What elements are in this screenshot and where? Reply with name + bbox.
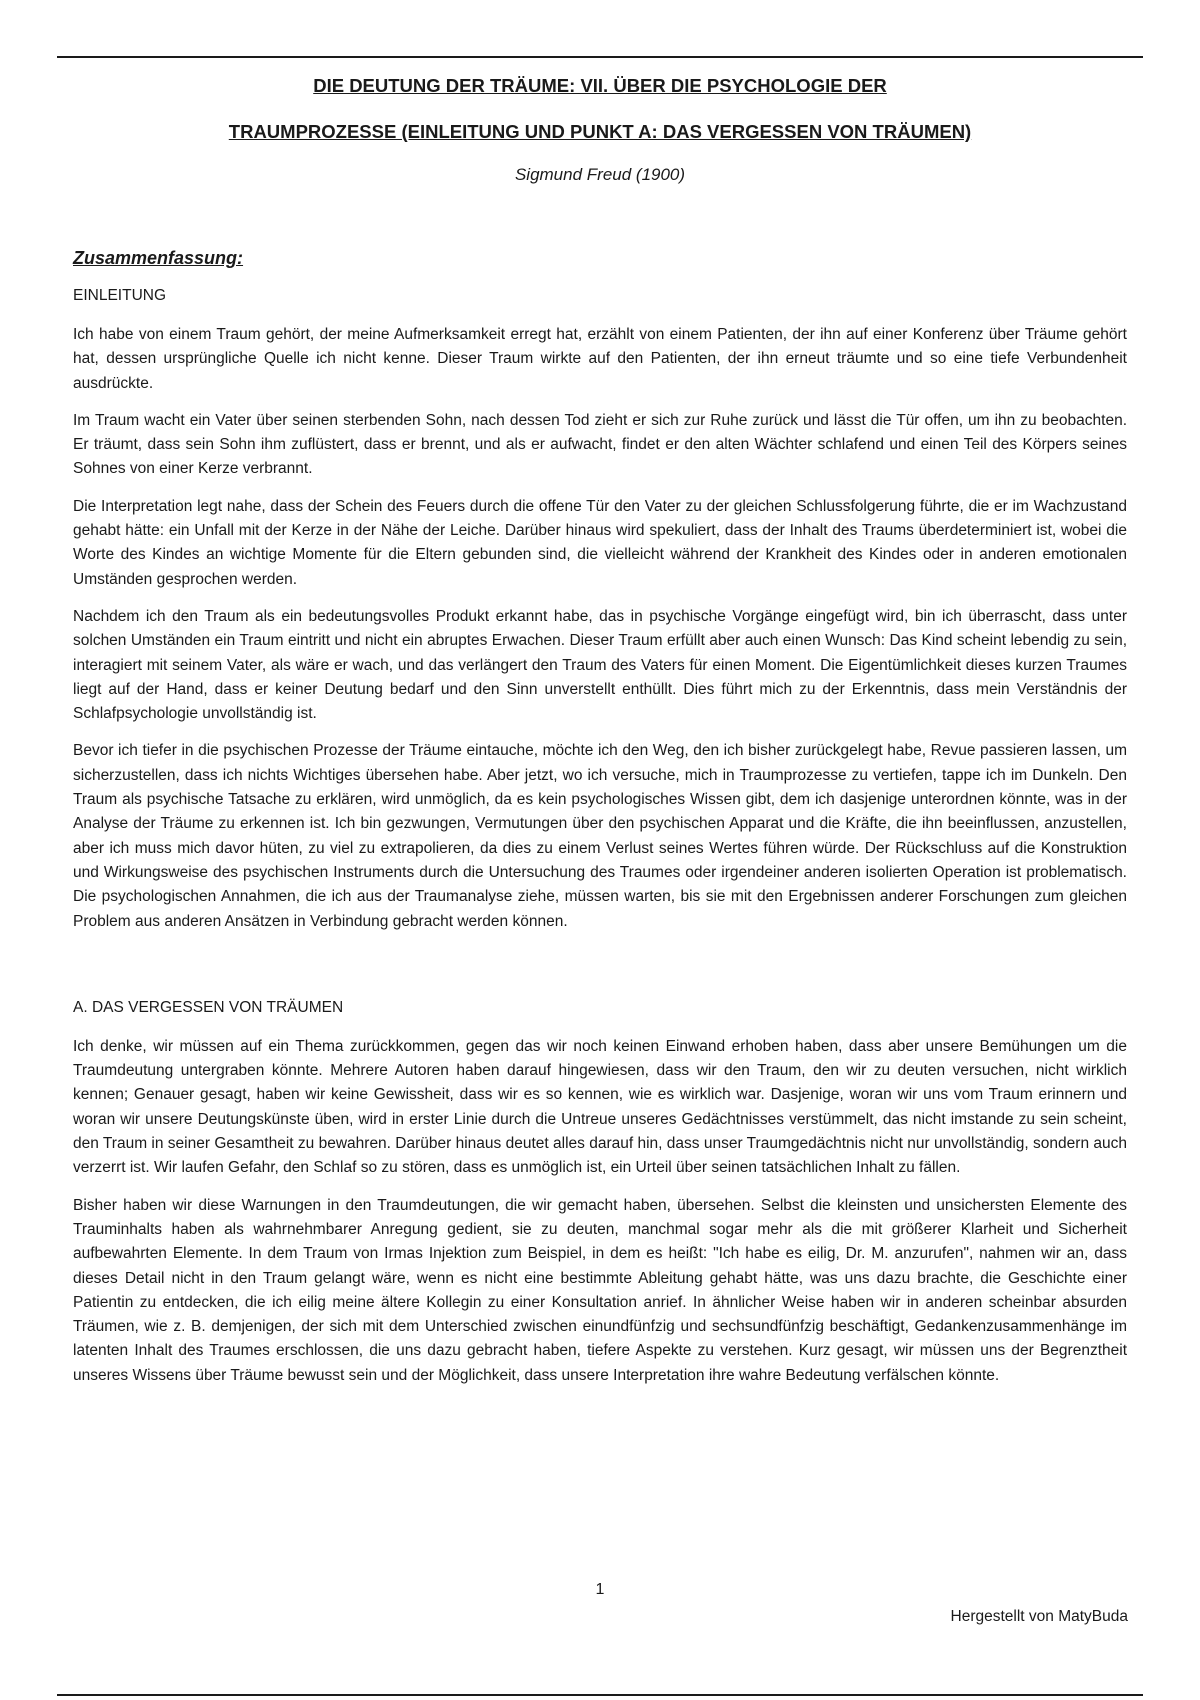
- document-author: Sigmund Freud (1900): [514, 165, 686, 184]
- paragraph: Die Interpretation legt nahe, dass der Schein des Feuers durch die offene Tür den Vater zu der gleichen Schlussfolgerung führte, die er im Wachzustand gehabt hätte: ein Unfall mit der Kerze in der Nähe der Leiche. Darüber hinaus wird spekuliert, dass der Inhalt des Traums überdeterminiert ist, wobei die Worte des Kindes an wichtige Momente für die Eltern gebunden sind, die vielleicht während der Krankheit des Kindes oder in anderen emotionalen Umständen gesprochen werden.: [73, 497, 1127, 588]
- paragraph: Nachdem ich den Traum als ein bedeutungsvolles Produkt erkannt habe, das in psychische Vorgänge eingefügt wird, bin ich überrascht, dass unter solchen Umständen ein Traum eintritt und nicht ein abruptes Erwachen. Dieser Traum erfüllt aber auch einen Wunsch: Das Kind scheint lebendig zu sein, interagiert mit seinem Vater, als wäre er wach, und das verlängert den Traum des Vaters für einen Moment. Die Eigentümlichkeit dieses kurzen Traumes liegt auf der Hand, dass er keiner Deutung bedarf und den Sinn unverstellt enthüllt. Dies führt mich zu der Erkenntnis, dass mein Verständnis der Schlafpsychologie unvollständig ist.: [73, 607, 1127, 723]
- author-credit: Hergestellt von MatyBuda: [950, 1608, 1128, 1625]
- section-heading-vergessen: A. DAS VERGESSEN VON TRÄUMEN: [73, 998, 344, 1016]
- section-heading-einleitung: EINLEITUNG: [73, 287, 167, 304]
- paragraph: Bisher haben wir diese Warnungen in den Traumdeutungen, die wir gemacht haben, übersehen. Selbst die kleinsten und unsichersten Elemente des Trauminhalts haben als wahrnehmbarer Anregung gedient, sie zu deuten, manchmal sogar mehr als die mit größerer Klarheit und Sicherheit aufbewahrten Elemente. In dem Traum von Irmas Injektion zum Beispiel, in dem es heißt: "Ich habe es eilig, Dr. M. anzurufen", nahmen wir an, dass dieses Detail nicht in den Traum gelangt wäre, wenn es nicht eine bestimmte Ableitung gehabt hätte, was uns dazu brachte, die Geschichte einer Patientin zu entdecken, die ich eilig meine ältere Kollegin zu einer Konsultation anrief. In ähnlicher Weise haben wir in anderen scheinbar absurden Träumen, wie z. B. demjenigen, der sich mit dem Unterschied zwischen einundfünfzig und sechsundfünfzig beschäftigt, Gedankenzusammenhänge im latenten Inhalt des Traumes erschlossen, die uns dazu gebracht haben, tiefere Aspekte zu verstehen. Kurz gesagt, wir müssen uns der Begrenztheit unseres Wissens über Träume bewusst sein und der Möglichkeit, dass unsere Interpretation ihre wahre Bedeutung verfälschen könnte.: [73, 1196, 1127, 1384]
- document-title-line-2: TRAUMPROZESSE (EINLEITUNG UND PUNKT A: DAS VERGESSEN VON TRÄUMEN): [228, 121, 972, 142]
- paragraph: Ich denke, wir müssen auf ein Thema zurückkommen, gegen das wir noch keinen Einwand erhoben haben, dass aber unsere Bemühungen um die Traumdeutung untergraben könnte. Mehrere Autoren haben darauf hingewiesen, dass wir den Traum, den wir zu deuten versuchen, nicht wirklich kennen; Genauer gesagt, haben wir keine Gewissheit, dass wir es so kennen, wie es wirklich war. Dasjenige, woran wir uns vom Traum erinnern und woran wir unsere Deutungskünste üben, wird in erster Linie durch die Untreue unseres Gedächtnisses verstümmelt, das nicht imstande zu sein scheint, den Traum in seiner Gesamtheit zu bewahren. Darüber hinaus deutet alles darauf hin, dass unser Traumgedächtnis nicht nur unvollständig, sondern auch verzerrt ist. Wir laufen Gefahr, den Schlaf so zu stören, dass es unmöglich ist, ein Urteil über seinen tatsächlichen Inhalt zu fällen.: [73, 1037, 1127, 1177]
- summary-heading: Zusammenfassung:: [73, 248, 244, 268]
- page-content: [73, 60, 1127, 1388]
- bottom-rule: [57, 1694, 1143, 1696]
- paragraph: Ich habe von einem Traum gehört, der meine Aufmerksamkeit erregt hat, erzählt von einem Patienten, der ihn auf einer Konferenz über Träume gehört hat, dessen ursprüngliche Quelle ich nicht kenne. Dieser Traum wirkte auf den Patienten, der ihn erneut träumte und so eine tiefe Verbundenheit ausdrückte.: [73, 326, 1127, 392]
- document-title-line-1: DIE DEUTUNG DER TRÄUME: VII. ÜBER DIE PSYCHOLOGIE DER: [313, 75, 887, 96]
- paragraph: Bevor ich tiefer in die psychischen Prozesse der Träume eintauche, möchte ich den Weg, den ich bisher zurückgelegt habe, Revue passieren lassen, um sicherzustellen, dass ich nichts Wichtiges übersehen habe. Aber jetzt, wo ich versuche, mich in Traumprozesse zu vertiefen, tappe ich im Dunkeln. Den Traum als psychische Tatsache zu erklären, wird unmöglich, da es kein psychologisches Wissen gibt, dem ich dasjenige unterordnen könnte, was in der Analyse der Träume zu erkennen ist. Ich bin gezwungen, Vermutungen über den psychischen Apparat und die Kräfte, die ihn beeinflussen, anzustellen, aber ich muss mich davor hüten, zu viel zu extrapolieren, da dies zu einem Verlust seines Wertes führen würde. Der Rückschluss auf die Konstruktion und Wirkungsweise des psychischen Instruments durch die Untersuchung des Traumes oder irgendeiner anderen isolierten Operation ist problematisch. Die psychologischen Annahmen, die ich aus der Traumanalyse ziehe, müssen warten, bis sie mit den Ergebnissen anderer Forschungen zum gleichen Problem aus anderen Ansätzen in Verbindung gebracht werden können.: [73, 742, 1127, 930]
- paragraph: Im Traum wacht ein Vater über seinen sterbenden Sohn, nach dessen Tod zieht er sich zur Ruhe zurück und lässt die Tür offen, um ihn zu beobachten. Er träumt, dass sein Sohn ihm zuflüstert, dass er brennt, und als er aufwacht, findet er den alten Wächter schlafend und einen Teil des Körpers seines Sohnes von einer Kerze verbrannt.: [73, 411, 1127, 478]
- top-rule: [57, 56, 1143, 58]
- page-number: 1: [595, 1581, 605, 1598]
